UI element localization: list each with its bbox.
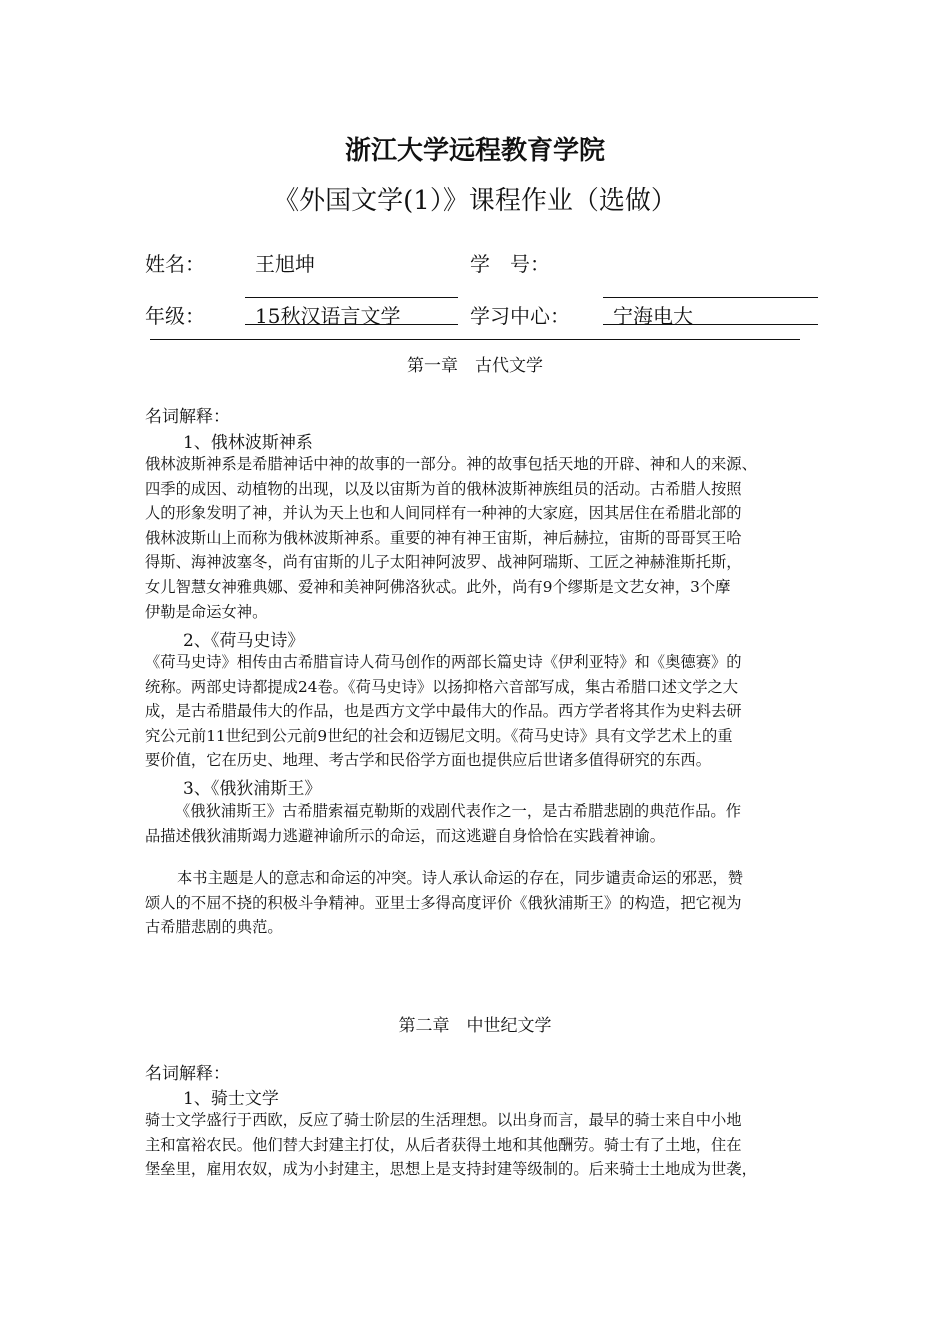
paragraph-line: 品描述俄狄浦斯竭力逃避神谕所示的命运，而这逃避自身恰恰在实践着神谕。 [145,826,666,845]
name-value: 王旭坤 [255,252,315,276]
term-3-paragraph [145,799,805,848]
paragraph-line: 俄林波斯神系是希腊神话中神的故事的一部分。神的故事包括天地的开辟、神和人的来源、 [145,455,757,473]
term-3-title: 3、《俄狄浦斯王》 [183,779,322,799]
chapter-2-terms-label: 名词解释： [145,1064,230,1084]
paragraph-line: 《俄狄浦斯王》古希腊索福克勒斯的戏剧代表作之一，是古希腊悲剧的典范作品。作 [175,802,741,820]
student-id-label: 学 号： [470,252,550,276]
course-title: 《外国文学(1）》课程作业（选做） [273,186,677,216]
study-center-value: 宁海电大 [613,304,693,328]
chapter-2-term-1-title: 1、骑士文学 [183,1089,279,1109]
grade-value: 15秋汉语言文学 [255,304,401,328]
paragraph-line: 俄林波斯山上而称为俄林波斯神系。重要的神有神王宙斯，神后赫拉，宙斯的哥哥冥王哈 [145,528,742,547]
paragraph-line: 成，是古希腊最伟大的作品，也是西方文学中最伟大的作品。西方学者将其作为史料去研 [145,702,742,721]
paragraph-line: 四季的成因、动植物的出现，以及以宙斯为首的俄林波斯神族组员的活动。古希腊人按照 [145,479,742,498]
term-1-paragraph [145,452,810,624]
study-center-label: 学习中心： [470,304,570,328]
study-center-underline-top [603,297,818,298]
paragraph-line: 究公元前11世纪到公元前9世纪的社会和迈锡尼文明。《荷马史诗》具有文学艺术上的重 [145,726,733,745]
paragraph-line: 要价值，它在历史、地理、考古学和民俗学方面也提供应后世诸多值得研究的东西。 [145,751,711,770]
paragraph-line: 得斯、海神波塞冬，尚有宙斯的儿子太阳神阿波罗、战神阿瑞斯、工匠之神赫淮斯托斯， [145,553,742,572]
paragraph-line: 女儿智慧女神雅典娜、爱神和美神阿佛洛狄忒。此外，尚有9个缪斯是文艺女神，3个摩 [145,577,731,596]
chapter-1-title: 第一章 古代文学 [407,356,543,376]
chapter-2-term-1-paragraph [145,1108,810,1182]
term-3-extra-paragraph [145,866,807,940]
institution-title: 浙江大学远程教育学院 [344,136,605,166]
term-2-paragraph [145,650,810,773]
name-label: 姓名： [145,252,205,276]
paragraph-line: 颂人的不屈不挠的积极斗争精神。亚里士多得高度评价《俄狄浦斯王》的构造，把它视为 [145,893,742,912]
grade-underline [245,324,458,325]
chapter-1-terms-label: 名词解释： [145,407,230,427]
term-1-title: 1、俄林波斯神系 [183,433,313,453]
paragraph-line: 伊勒是命运女神。 [145,602,268,621]
chapter-2-title: 第二章 中世纪文学 [398,1016,552,1036]
paragraph-line: 《荷马史诗》相传由古希腊盲诗人荷马创作的两部长篇史诗《伊利亚特》和《奥德赛》的 [145,653,742,671]
study-center-underline [603,324,818,325]
paragraph-line: 骑士文学盛行于西欧，反应了骑士阶层的生活理想。以出身而言，最早的骑士来自中小地 [145,1111,742,1129]
paragraph-line: 统称。两部史诗都提成24卷。《荷马史诗》以扬抑格六音部写成，集古希腊口述文学之大 [145,677,739,696]
header-divider [150,339,800,340]
paragraph-line: 主和富裕农民。他们替大封建主打仗，从后者获得土地和其他酬劳。骑士有了土地，住在 [145,1135,742,1154]
term-2-title: 2、《荷马史诗》 [183,631,305,651]
paragraph-line: 古希腊悲剧的典范。 [145,918,283,937]
paragraph-line: 堡垒里，雇用农奴，成为小封建主，思想上是支持封建等级制的。后来骑士土地成为世袭， [145,1160,757,1179]
grade-underline-top [245,297,458,298]
paragraph-line: 本书主题是人的意志和命运的冲突。诗人承认命运的存在，同步谴责命运的邪恶，赞 [177,869,743,887]
grade-label: 年级： [145,304,205,328]
paragraph-line: 人的形象发明了神，并认为天上也和人间同样有一种神的大家庭，因其居住在希腊北部的 [145,504,742,523]
